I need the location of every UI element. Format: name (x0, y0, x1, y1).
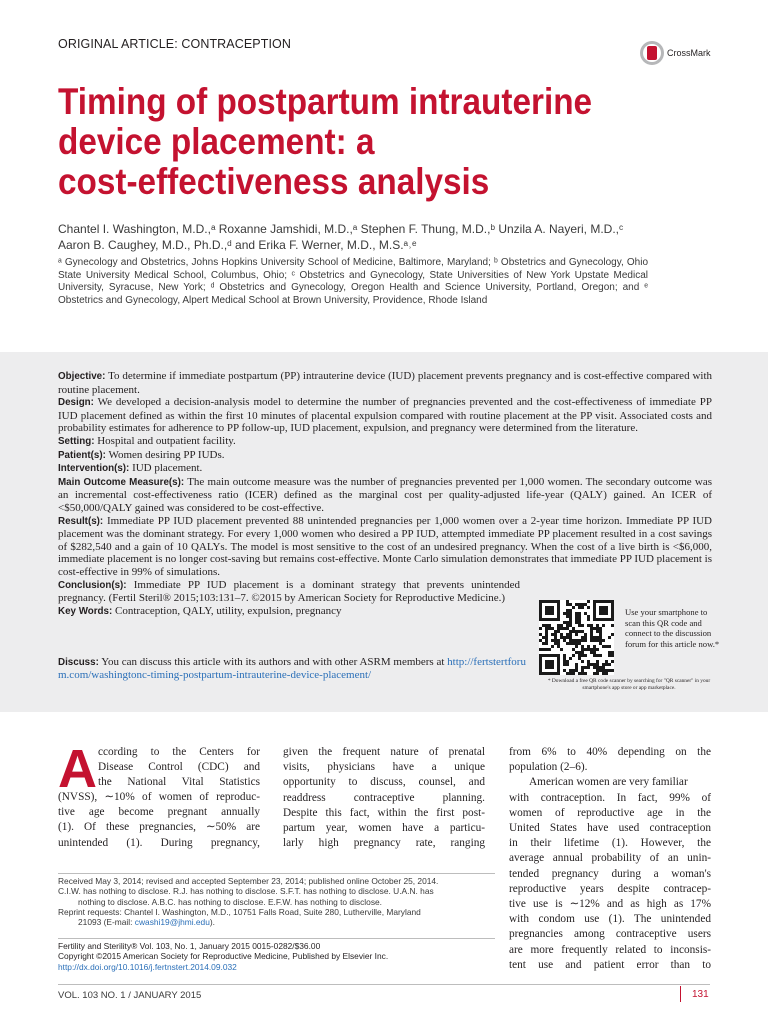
body-line: average annual probability of an unin- (509, 852, 711, 865)
objective-text: To determine if immediate postpartum (PP) intrauterine device (IUD) placement prevents pregnancy and is cost-effective compared with routine placement. (58, 370, 712, 396)
abstract-objective (58, 370, 712, 396)
reprint-end: ). (209, 917, 215, 928)
abstract-setting (58, 435, 712, 449)
journal-info (58, 941, 498, 972)
results-label: Result(s): (58, 515, 104, 527)
body-line: opportunity to discuss, counsel, and (283, 776, 485, 789)
keywords-text: Contraception, QALY, utility, expulsion, pregnancy (115, 604, 342, 617)
body-line: tive age become pregnant annually (58, 806, 260, 819)
body-column-1-top (98, 745, 260, 791)
body-line: partum year, women have a particu- (283, 822, 485, 835)
conclusions-text: Immediate PP IUD placement is a dominant strategy that prevents unintended pregnancy. (Fertil Steril® 2015;103:131–7. ©2015 by American Society for Reproductive Medicine.) (58, 578, 521, 605)
journal-citation: Fertility and Sterility® Vol. 103, No. 1, January 2015 0015-0282/$36.00 (58, 941, 321, 951)
design-text: We developed a decision-analysis model to determine the number of pregnancies prevented and the cost-effectiveness of immediate PP IUD placement defined as within the first 10 minutes of placental expulsion compared with routine placement at the PP visit. Associated costs and probability estimates for adherence to PP follow-up, IUD placement, expulsion, and pregnancy were determined from the literature. (58, 396, 712, 435)
abstract-keywords (58, 605, 520, 619)
page-number: 131 (692, 989, 709, 1000)
abstract-interventions (58, 462, 712, 476)
patients-text: Women desiring PP IUDs. (108, 448, 225, 461)
body-line: from 6% to 40% depending on the (509, 746, 711, 758)
body-line: pregnancies among contraceptive users (509, 928, 711, 941)
body-line: larly high pregnancy rate, ranging (283, 837, 485, 850)
crossmark-icon (640, 41, 664, 65)
body-line: the National Vital Statistics (98, 776, 260, 789)
body-line: United States have used contraception (509, 822, 711, 835)
body-line: tive use is ∼12% and as high as 17% (509, 898, 711, 911)
body-line: population (2–6). (509, 761, 588, 774)
outcome-label: Main Outcome Measure(s): (58, 476, 185, 488)
body-line: are more frequently related to inconsis- (509, 943, 711, 956)
article-title (58, 82, 616, 202)
design-label: Design: (58, 397, 94, 409)
title-line: cost-effectiveness analysis (58, 161, 490, 202)
body-line: unintended (1). During pregnancy, (58, 836, 260, 849)
disclosure-line: nothing to disclose. A.B.C. has nothing to disclose. E.F.W. has nothing to disclose. (78, 896, 382, 907)
conclusions-label: Conclusion(s): (58, 579, 127, 591)
abstract-results (58, 515, 712, 579)
body-line: with contraception. In fact, 99% of (509, 791, 711, 804)
body-line: with condom use (1). The unintended (509, 913, 711, 926)
keywords-label: Key Words: (58, 605, 113, 617)
qr-instructions: Use your smartphone to scan this QR code and connect to the discussion forum for this article now.* (625, 607, 720, 649)
body-column-2 (283, 745, 485, 851)
divider (58, 873, 495, 874)
received-notes (58, 876, 498, 927)
copyright: Copyright ©2015 American Society for Reproductive Medicine, Published by Elsevier Inc. (58, 951, 389, 962)
results-text: Immediate PP IUD placement prevented 88 unintended pregnancies per 1,000 women over a 2-year time horizon. Immediate PP IUD placement was the dominant strategy. For every 1,000 women who desired a PP IUD, attempted immediate PP placement resulted in a cost savings of $282,540 and a gain of 10 QALYs. The model is most sensitive to the cost of an undesired pregnancy. When the cost of a live birth is <$6,000, immediate placement is no longer cost-saving but remains cost-effective. Monte Carlo simulation demonstrates that immediate PP IUD placement is cost-effective in 99% of simulations. (58, 514, 712, 578)
interventions-label: Intervention(s): (58, 463, 130, 475)
footer-separator (680, 986, 681, 1002)
body-column-3 (509, 745, 711, 973)
body-line: given the frequent nature of prenatal (283, 746, 485, 758)
body-line: tended pregnancy during a woman's (509, 867, 711, 880)
discuss-text: You can discuss this article with its authors and with other ASRM members at (101, 656, 445, 668)
received-line: Received May 3, 2014; revised and accepted September 23, 2014; published online October 25, 2014. (58, 876, 439, 886)
abstract-patients (58, 449, 712, 463)
body-line: readdress contraceptive planning. (283, 791, 485, 804)
interventions-text: IUD placement. (132, 462, 203, 475)
crossmark-badge[interactable] (640, 40, 711, 66)
title-line: Timing of postpartum intrauterine (58, 81, 593, 122)
body-line: Despite this fact, within the first post- (283, 806, 485, 819)
reprint-line-2 (58, 917, 498, 927)
reprint-text: 21093 (E-mail: (78, 917, 135, 928)
body-line: Disease Control (CDC) and (98, 761, 260, 774)
abstract-design (58, 396, 712, 435)
discuss-paragraph (58, 656, 528, 682)
discuss-label: Discuss: (58, 657, 99, 668)
title-line: device placement: a (58, 121, 375, 162)
qr-code-icon[interactable] (539, 600, 614, 675)
abstract-outcome (58, 476, 712, 515)
doi-link[interactable]: http://dx.doi.org/10.1016/j.fertnstert.2014.09.032 (58, 961, 237, 972)
body-line: visits, physicians have a unique (283, 761, 485, 774)
setting-label: Setting: (58, 435, 95, 447)
drop-cap: A (58, 739, 97, 799)
body-line: (NVSS), ∼10% of women of reproduc- (58, 791, 260, 803)
qr-footnote: * Download a free QR code scanner by searching for "QR scanner" in your smartphone's app store or app marketplace. (547, 678, 711, 691)
qr-code-block (539, 600, 719, 700)
body-line: ccording to the Centers for (98, 746, 260, 758)
footer-volume: VOL. 103 NO. 1 / JANUARY 2015 (58, 990, 202, 1001)
objective-label: Objective: (58, 371, 106, 382)
body-line: American women are very familiar (529, 776, 688, 789)
body-line: women of reproductive age in the (509, 806, 711, 819)
abstract-conclusion-block (58, 579, 520, 619)
divider (58, 938, 495, 939)
crossmark-label: CrossMark (667, 48, 711, 58)
body-line: reproductive years despite contracep- (509, 882, 711, 895)
body-column-1 (58, 790, 260, 851)
author-list (58, 221, 658, 253)
email-link[interactable]: cwashi19@jhmi.edu (134, 917, 210, 928)
discuss-link[interactable]: http://fertstertforum.com/washingtonc-timing-postpartum-intrauterine-device-placement/ (58, 656, 526, 681)
reprint-line: Reprint requests: Chantel I. Washington, M.D., 10751 Falls Road, Suite 280, Lutherville, Maryland (58, 906, 421, 917)
body-line: (1). Of these pregnancies, ∼50% are (58, 821, 260, 834)
section-label: ORIGINAL ARTICLE: CONTRACEPTION (58, 37, 292, 51)
patients-label: Patient(s): (58, 449, 106, 461)
body-line: in their lifetime (1). However, the (509, 837, 711, 850)
body-line: tent use and patient error than to (509, 958, 711, 971)
setting-text: Hospital and outpatient facility. (97, 434, 236, 447)
affiliations: ᵃ Gynecology and Obstetrics, Johns Hopkins University School of Medicine, Baltimore, Maryland; ᵇ Obstetrics and Gynecology, Ohio State University Medical School, Columbus, Ohio; ᶜ Obstetrics and Gynecology, State Universities of New York Upstate Medical University, Syracuse, New York; ᵈ Obstetrics and Gynecology, Oregon Health and Science University, Portland, Oregon; and ᵉ Obstetrics and Gynecology, Alpert Medical School at Brown University, Providence, Rhode Island (58, 257, 648, 306)
author-line: Aaron B. Caughey, M.D., Ph.D.,ᵈ and Erika F. Werner, M.D., M.S.ᵃ˒ᵉ (58, 238, 417, 252)
disclosure-line: C.I.W. has nothing to disclose. R.J. has nothing to disclose. S.F.T. has nothing to disclose. U.A.N. has (58, 886, 434, 897)
footer-divider (58, 984, 710, 985)
outcome-text: The main outcome measure was the number of pregnancies prevented per 1,000 women. The secondary outcome was an incremental cost-effectiveness ratio (ICER) defined as the marginal cost per quality-adjusted life-year (QALY) gained. An ICER of <$50,000/QALY gained was considered to be cost-effective. (58, 475, 712, 514)
abstract-conclusions (58, 579, 520, 605)
author-line: Chantel I. Washington, M.D.,ᵃ Roxanne Jamshidi, M.D.,ᵃ Stephen F. Thung, M.D.,ᵇ Unzila A. Nayeri, M.D.,ᶜ (58, 222, 624, 236)
abstract (58, 370, 712, 618)
